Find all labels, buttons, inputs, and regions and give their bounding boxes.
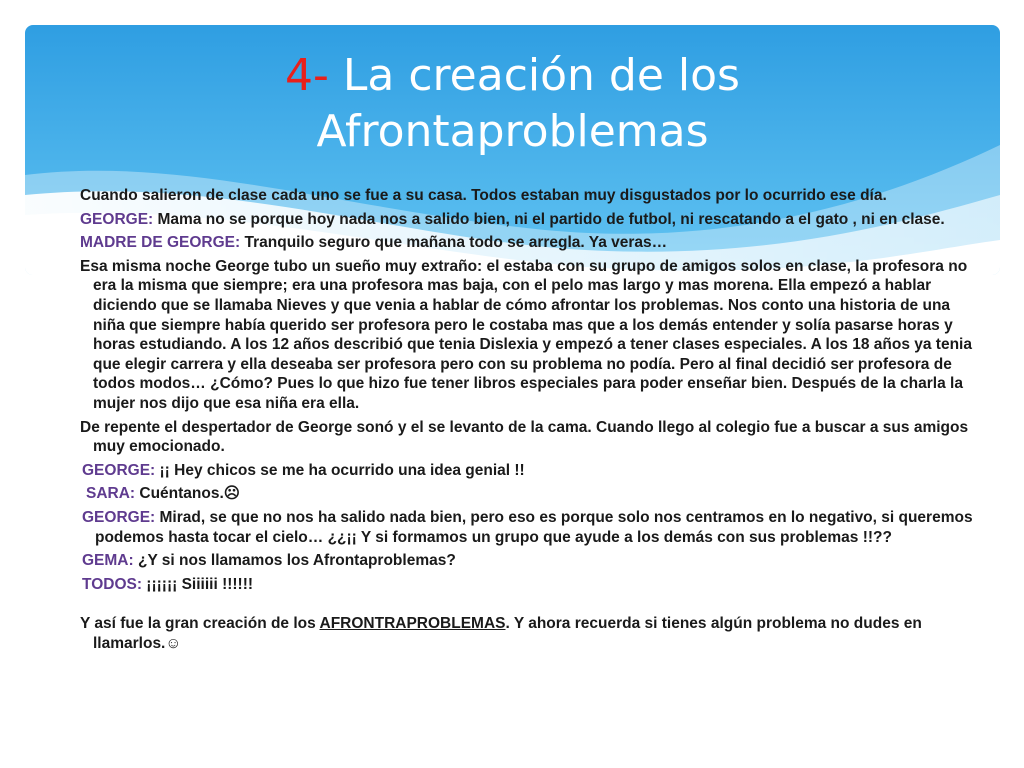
- speaker-label: GEORGE:: [82, 461, 156, 479]
- slide-title: [25, 48, 1000, 160]
- dialogue-line: [80, 461, 980, 481]
- paragraph-dream: [80, 257, 980, 414]
- paragraph-text: Esa misma noche George tubo un sueño muy extraño: el estaba con su grupo de amigos solos en clase, la profesora no era la misma que siempre; era una profesora mas baja, con el pelo mas largo y mas morena. Ella empezó a hablar diciendo que se llamaba Nieves y que venia a hablar de cómo afrontar los problemas. Nos conto una historia de una niña que siempre había querido ser profesora pero le costaba mas que a los demás entender y solía pasarse horas y horas estudiando. A los 12 años describió que tenia Dislexia y empezó a tener clases especiales. A los 18 años ya tenia que elegir carrera y ella deseaba ser profesora pero con su problema no podía. Pero al final decidió ser profesora de todos modos… ¿Cómo? Pues lo que hizo fue tener libros especiales para poder enseñar bien. Después de la charla la mujer nos dijo que esa niña era ella.: [80, 257, 972, 412]
- group-name-link[interactable]: AFRONTRAPROBLEMAS: [319, 615, 506, 633]
- dialogue-line: [80, 484, 980, 504]
- dialogue-text: ¡¡ Hey chicos se me ha ocurrido una idea genial !!: [155, 461, 525, 479]
- dialogue-text: Mama no se porque hoy nada nos a salido bien, ni el partido de futbol, ni rescatando a el gato , ni en clase.: [153, 210, 945, 228]
- spacer: [80, 598, 980, 614]
- dialogue-text: ¿Y si nos llamamos los Afrontaproblemas?: [133, 552, 456, 570]
- paragraph-wakeup: [80, 418, 980, 457]
- speaker-label: MADRE DE GEORGE:: [80, 234, 241, 252]
- title-number: 4-: [285, 50, 329, 101]
- title-line2: Afrontaproblemas: [316, 106, 709, 157]
- dialogue-text: ¡¡¡¡¡¡ Siiiiii !!!!!!: [142, 575, 254, 593]
- closing-text-pre: Y así fue la gran creación de los: [80, 615, 320, 633]
- speaker-label: GEMA:: [82, 552, 134, 570]
- dialogue-text: Mirad, se que no nos ha salido nada bien, pero eso es porque solo nos centramos en lo negativo, si queremos podemos hasta tocar el cielo… ¿¿¡¡ Y si formamos un grupo que ayude a los demás con sus problemas !!??: [95, 508, 973, 546]
- story-body: [80, 186, 980, 657]
- dialogue-text: Cuéntanos.☹: [135, 485, 240, 503]
- dialogue-line: [80, 210, 980, 230]
- paragraph-text: Cuando salieron de clase cada uno se fue a su casa. Todos estaban muy disgustados por lo ocurrido ese día.: [80, 187, 887, 204]
- closing-text-post: . Y ahora recuerda si tienes algún problema no dudes en llamarlos.☺: [93, 615, 922, 652]
- speaker-label: GEORGE:: [82, 508, 156, 526]
- dialogue-line: [80, 233, 980, 253]
- dialogue-line: [80, 508, 980, 547]
- title-line1: La creación de los: [328, 50, 740, 101]
- paragraph-closing: [80, 614, 980, 653]
- dialogue-line: [80, 575, 980, 595]
- dialogue-line: [80, 551, 980, 571]
- paragraph-intro: [80, 186, 980, 206]
- paragraph-text: De repente el despertador de George sonó y el se levanto de la cama. Cuando llego al colegio fue a buscar a sus amigos muy emocionado.: [80, 418, 969, 456]
- speaker-label: SARA:: [86, 485, 136, 503]
- dialogue-text: Tranquilo seguro que mañana todo se arregla. Ya veras…: [240, 234, 668, 252]
- speaker-label: GEORGE:: [80, 210, 154, 228]
- speaker-label: TODOS:: [82, 575, 142, 593]
